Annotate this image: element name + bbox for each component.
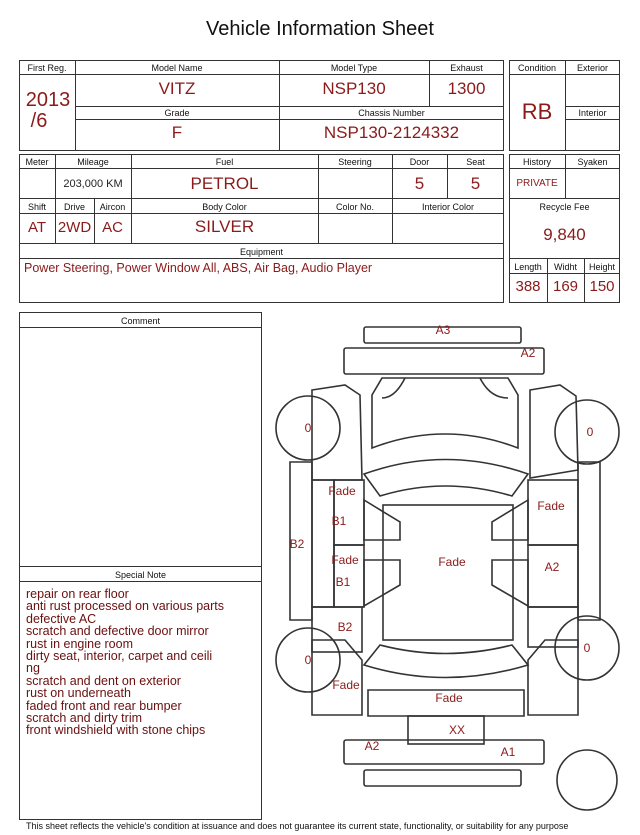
body-color-label: Body Color (202, 202, 247, 212)
special-note-item: dirty seat, interior, carpet and ceili (26, 649, 213, 664)
first-reg-month: /6 (30, 110, 48, 132)
fuel-value: PETROL (190, 174, 259, 193)
disclaimer-footer: This sheet reflects the vehicle's condition at issuance and does not guarantee its current state, functionality, or suitability for any purpose (26, 821, 569, 831)
windshield (364, 460, 528, 497)
b2-left-pillar-mark: B2 (289, 537, 305, 551)
rear-quarter-left (312, 640, 362, 715)
length-value: 388 (515, 278, 541, 295)
special-note-item: ng (26, 661, 40, 676)
seat-label: Seat (466, 157, 485, 167)
body-color-value: SILVER (194, 217, 255, 236)
aircon-value: AC (102, 219, 123, 236)
grade-value: F (171, 123, 183, 142)
exhaust-value: 1300 (447, 79, 486, 98)
steering-label: Steering (338, 157, 372, 167)
spare-tire (557, 750, 617, 810)
aircon-label: Aircon (99, 202, 126, 212)
page-title: Vehicle Information Sheet (206, 18, 434, 40)
drive-value: 2WD (57, 219, 92, 236)
fuel-label: Fuel (215, 157, 234, 167)
first-reg-year: 2013 (25, 89, 71, 111)
model-name-label: Model Name (151, 63, 203, 73)
color-no-label: Color No. (335, 202, 374, 212)
door-label: Door (409, 157, 430, 167)
grade-label: Grade (164, 108, 190, 118)
condition-value: RB (521, 99, 553, 124)
door-rear-right (528, 545, 578, 607)
model-name-value: VITZ (158, 79, 196, 98)
special-note-item: defective AC (26, 611, 97, 626)
history-label: History (522, 157, 551, 167)
tire-rear-left (276, 628, 340, 692)
special-note-item: scratch and dent on exterior (26, 673, 181, 688)
b1-left-rear-mark: B1 (335, 575, 351, 589)
history-value: PRIVATE (516, 178, 558, 189)
tire-right-top-mark: 0 (586, 425, 594, 439)
model-type-label: Model Type (330, 63, 378, 73)
tire-front-right (555, 400, 619, 464)
special-note-item: front windshield with stone chips (26, 723, 206, 738)
fender-right (530, 385, 578, 478)
special-note-item: scratch and dirty trim (26, 711, 143, 726)
exterior-label: Exterior (576, 63, 608, 73)
fade-bottom-left-mark: Fade (332, 678, 360, 692)
special-note-item: repair on rear floor (26, 587, 129, 601)
model-type-value: NSP130 (322, 79, 386, 98)
b2-left-rear-mark: B2 (337, 620, 353, 634)
door-front-right (528, 480, 578, 545)
fade-roof-mark: Fade (438, 555, 466, 569)
special-note-item: rust on underneath (26, 686, 131, 701)
width-label: Widht (553, 262, 577, 272)
a1-bottom-mark: A1 (500, 745, 516, 759)
syaken-label: Syaken (577, 157, 608, 167)
meter-label: Meter (25, 157, 49, 167)
special-notes-list (26, 588, 258, 737)
seat-value: 5 (470, 174, 481, 193)
equipment-value: Power Steering, Power Window All, ABS, Air Bag, Audio Player (24, 261, 373, 275)
fade-left-front-mark: Fade (328, 484, 356, 498)
xx-rear-mark: XX (448, 723, 466, 737)
rear-window (364, 645, 528, 678)
drive-label: Drive (63, 202, 85, 212)
special-note-label: Special Note (114, 570, 167, 580)
tire-left-top-mark: 0 (304, 421, 312, 435)
interior-color-label: Interior Color (421, 202, 475, 212)
front-bumper-top (364, 327, 521, 343)
door-front-left (331, 480, 364, 545)
trunk (368, 690, 524, 716)
exhaust-label: Exhaust (450, 63, 483, 73)
a2-top-mark: A2 (520, 346, 536, 360)
roof (383, 505, 513, 640)
tire-rear-right (555, 616, 619, 680)
special-note-item: anti rust processed on various parts (26, 599, 225, 614)
condition-label: Condition (517, 63, 557, 73)
special-note-item: scratch and defective door mirror (26, 624, 209, 639)
equipment-label: Equipment (239, 247, 284, 257)
door-rear-left (334, 545, 364, 607)
length-label: Length (514, 262, 542, 272)
height-value: 150 (589, 278, 615, 295)
b1-left-front-mark: B1 (331, 514, 347, 528)
rear-plate (408, 716, 484, 744)
recycle-fee-value: 9,840 (543, 225, 586, 244)
height-label: Height (588, 262, 615, 272)
rear-bumper-bottom (364, 770, 521, 786)
special-note-item: faded front and rear bumper (26, 698, 182, 713)
comment-label: Comment (120, 316, 160, 326)
door-value: 5 (414, 174, 425, 193)
hood (372, 378, 518, 448)
recycle-fee-label: Recycle Fee (539, 202, 590, 212)
a2-bottom-mark: A2 (364, 739, 380, 753)
fade-rear-mark: Fade (435, 691, 463, 705)
fade-left-rear-mark: Fade (331, 553, 359, 567)
front-bumper (344, 348, 544, 374)
width-value: 169 (552, 278, 579, 295)
side-skirt-left (290, 462, 312, 620)
shift-value: AT (27, 219, 47, 236)
fender-left (312, 385, 362, 480)
quarter-left (312, 607, 362, 652)
fade-right-mark: Fade (537, 499, 565, 513)
chassis-number-label: Chassis Number (358, 108, 425, 118)
rear-bumper (344, 740, 544, 764)
interior-label: Interior (578, 108, 607, 118)
rear-quarter-right (528, 640, 578, 715)
chassis-number-value: NSP130-2124332 (323, 123, 460, 142)
a3-mark: A3 (435, 323, 451, 337)
tire-left-bottom-mark: 0 (304, 653, 312, 667)
a2-right-mark: A2 (544, 560, 560, 574)
tire-front-left (276, 396, 340, 460)
special-note-item: rust in engine room (26, 636, 134, 651)
side-skirt-right (578, 462, 600, 620)
mileage-value: 203,000 KM (63, 178, 123, 190)
tire-right-bottom-mark: 0 (583, 641, 591, 655)
mileage-label: Mileage (77, 157, 109, 167)
first-reg-label: First Reg. (27, 63, 67, 73)
shift-label: Shift (27, 202, 46, 212)
